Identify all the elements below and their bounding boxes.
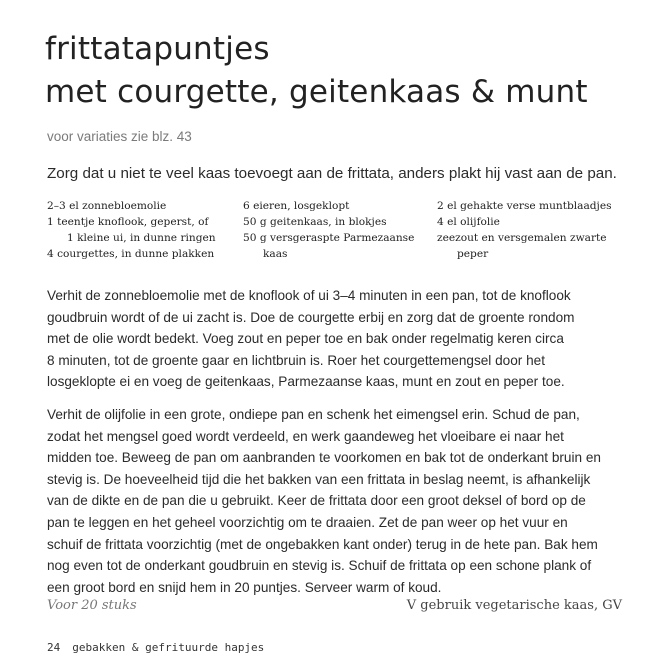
ingredients-column-1 [47,198,243,262]
ingredient-item [437,198,637,214]
ingredient-text-continued: kaas [263,248,288,260]
method-line: losgeklopte ei en voeg de geitenkaas, Parmezaanse kaas, munt en zout en peper toe. [47,374,565,390]
ingredient-item [243,214,437,230]
recipe-yield: Voor 20 stuks [47,598,137,613]
ingredient-item [47,198,243,214]
method-line: Verhit de zonnebloemolie met de knoflook of ui 3–4 minuten in een pan, tot de knoflook [47,288,571,303]
method-line: schuif de frittata voorzichtig (met de ongebakken kant onder) terug in de hete pan. Bak hem [47,536,598,552]
method-line: goudbruin wordt of de ui zacht is. Doe de courgette erbij en zorg dat de groente rondom [47,309,575,325]
recipe-title [45,28,645,114]
vegetarian-note: V gebruik vegetarische kaas, GV [406,598,622,613]
ingredients-list [47,198,637,262]
method-line: een groot bord en snijd hem in 20 puntjes. Serveer warm of koud. [47,579,442,595]
method-line: 8 minuten, tot de groente gaar en lichtbruin is. Roer het courgettemengsel door het [47,352,545,368]
method-paragraph-1 [47,285,637,393]
method-line: midden toe. Beweeg de pan om aanbranden te voorkomen en bak tot de onderkant bruin en [47,450,601,466]
ingredient-item [243,198,437,214]
method-instructions [47,285,637,609]
ingredients-column-3 [437,198,637,262]
method-line: zodat het mengsel goed wordt verdeeld, en werk gaandeweg het vloeibare ei naar het [47,428,564,444]
ingredient-item [243,230,437,262]
ingredient-item [47,246,243,262]
ingredient-text: 4 courgettes, in dunne plakken [47,248,215,260]
ingredient-text-continued: 1 kleine ui, in dunne ringen [67,232,216,244]
ingredient-text: zeezout en versgemalen zwarte [437,232,607,244]
method-line: nog even tot de onderkant goudbruin en stevig is. Schuif de frittata op een schone plank of [47,558,592,574]
method-line: pan te leggen en het geheel voorzichtig om te draaien. Zet de pan weer op het vuur en [47,514,568,530]
ingredient-text: 2–3 el zonnebloemolie [47,200,167,212]
ingredient-text: 2 el gehakte verse muntblaadjes [437,200,612,212]
variations-reference: voor variaties zie blz. 43 [47,129,192,144]
method-line: stevig is. De hoeveelheid tijd die het bakken van een frittata in beslag neemt, is afhankelijk [47,471,591,487]
ingredient-item [437,214,637,230]
ingredient-text: 1 teentje knoflook, geperst, of [47,216,209,228]
ingredient-text-continued: peper [457,248,489,260]
method-paragraph-2 [47,404,637,598]
recipe-intro: Zorg dat u niet te veel kaas toevoegt aan de frittata, anders plakt hij vast aan de pan. [47,165,617,182]
method-line: van de dikte en de pan die u gebruikt. Keer de frittata door een groot deksel of bord op de [47,493,586,509]
method-line: met de olie wordt bedekt. Voeg zout en peper toe en bak onder regelmatig keren circa [47,331,564,347]
ingredient-text: 4 el olijfolie [437,216,500,228]
method-line: Verhit de olijfolie in een grote, ondiepe pan en schenk het eimengsel erin. Schud de pan, [47,406,580,422]
ingredient-text: 50 g versgeraspte Parmezaanse [243,232,415,244]
page-number: 24 [47,641,61,654]
ingredient-text: 6 eieren, losgeklopt [243,200,350,212]
page-footer [47,641,264,654]
ingredients-column-2 [243,198,437,262]
section-title: gebakken & gefrituurde hapjes [72,641,265,654]
recipe-title-line-2: met courgette, geitenkaas & munt [45,74,588,110]
ingredient-item [437,230,637,262]
ingredient-item [47,214,243,246]
recipe-title-line-1: frittatapuntjes [45,31,270,67]
ingredient-text: 50 g geitenkaas, in blokjes [243,216,387,228]
